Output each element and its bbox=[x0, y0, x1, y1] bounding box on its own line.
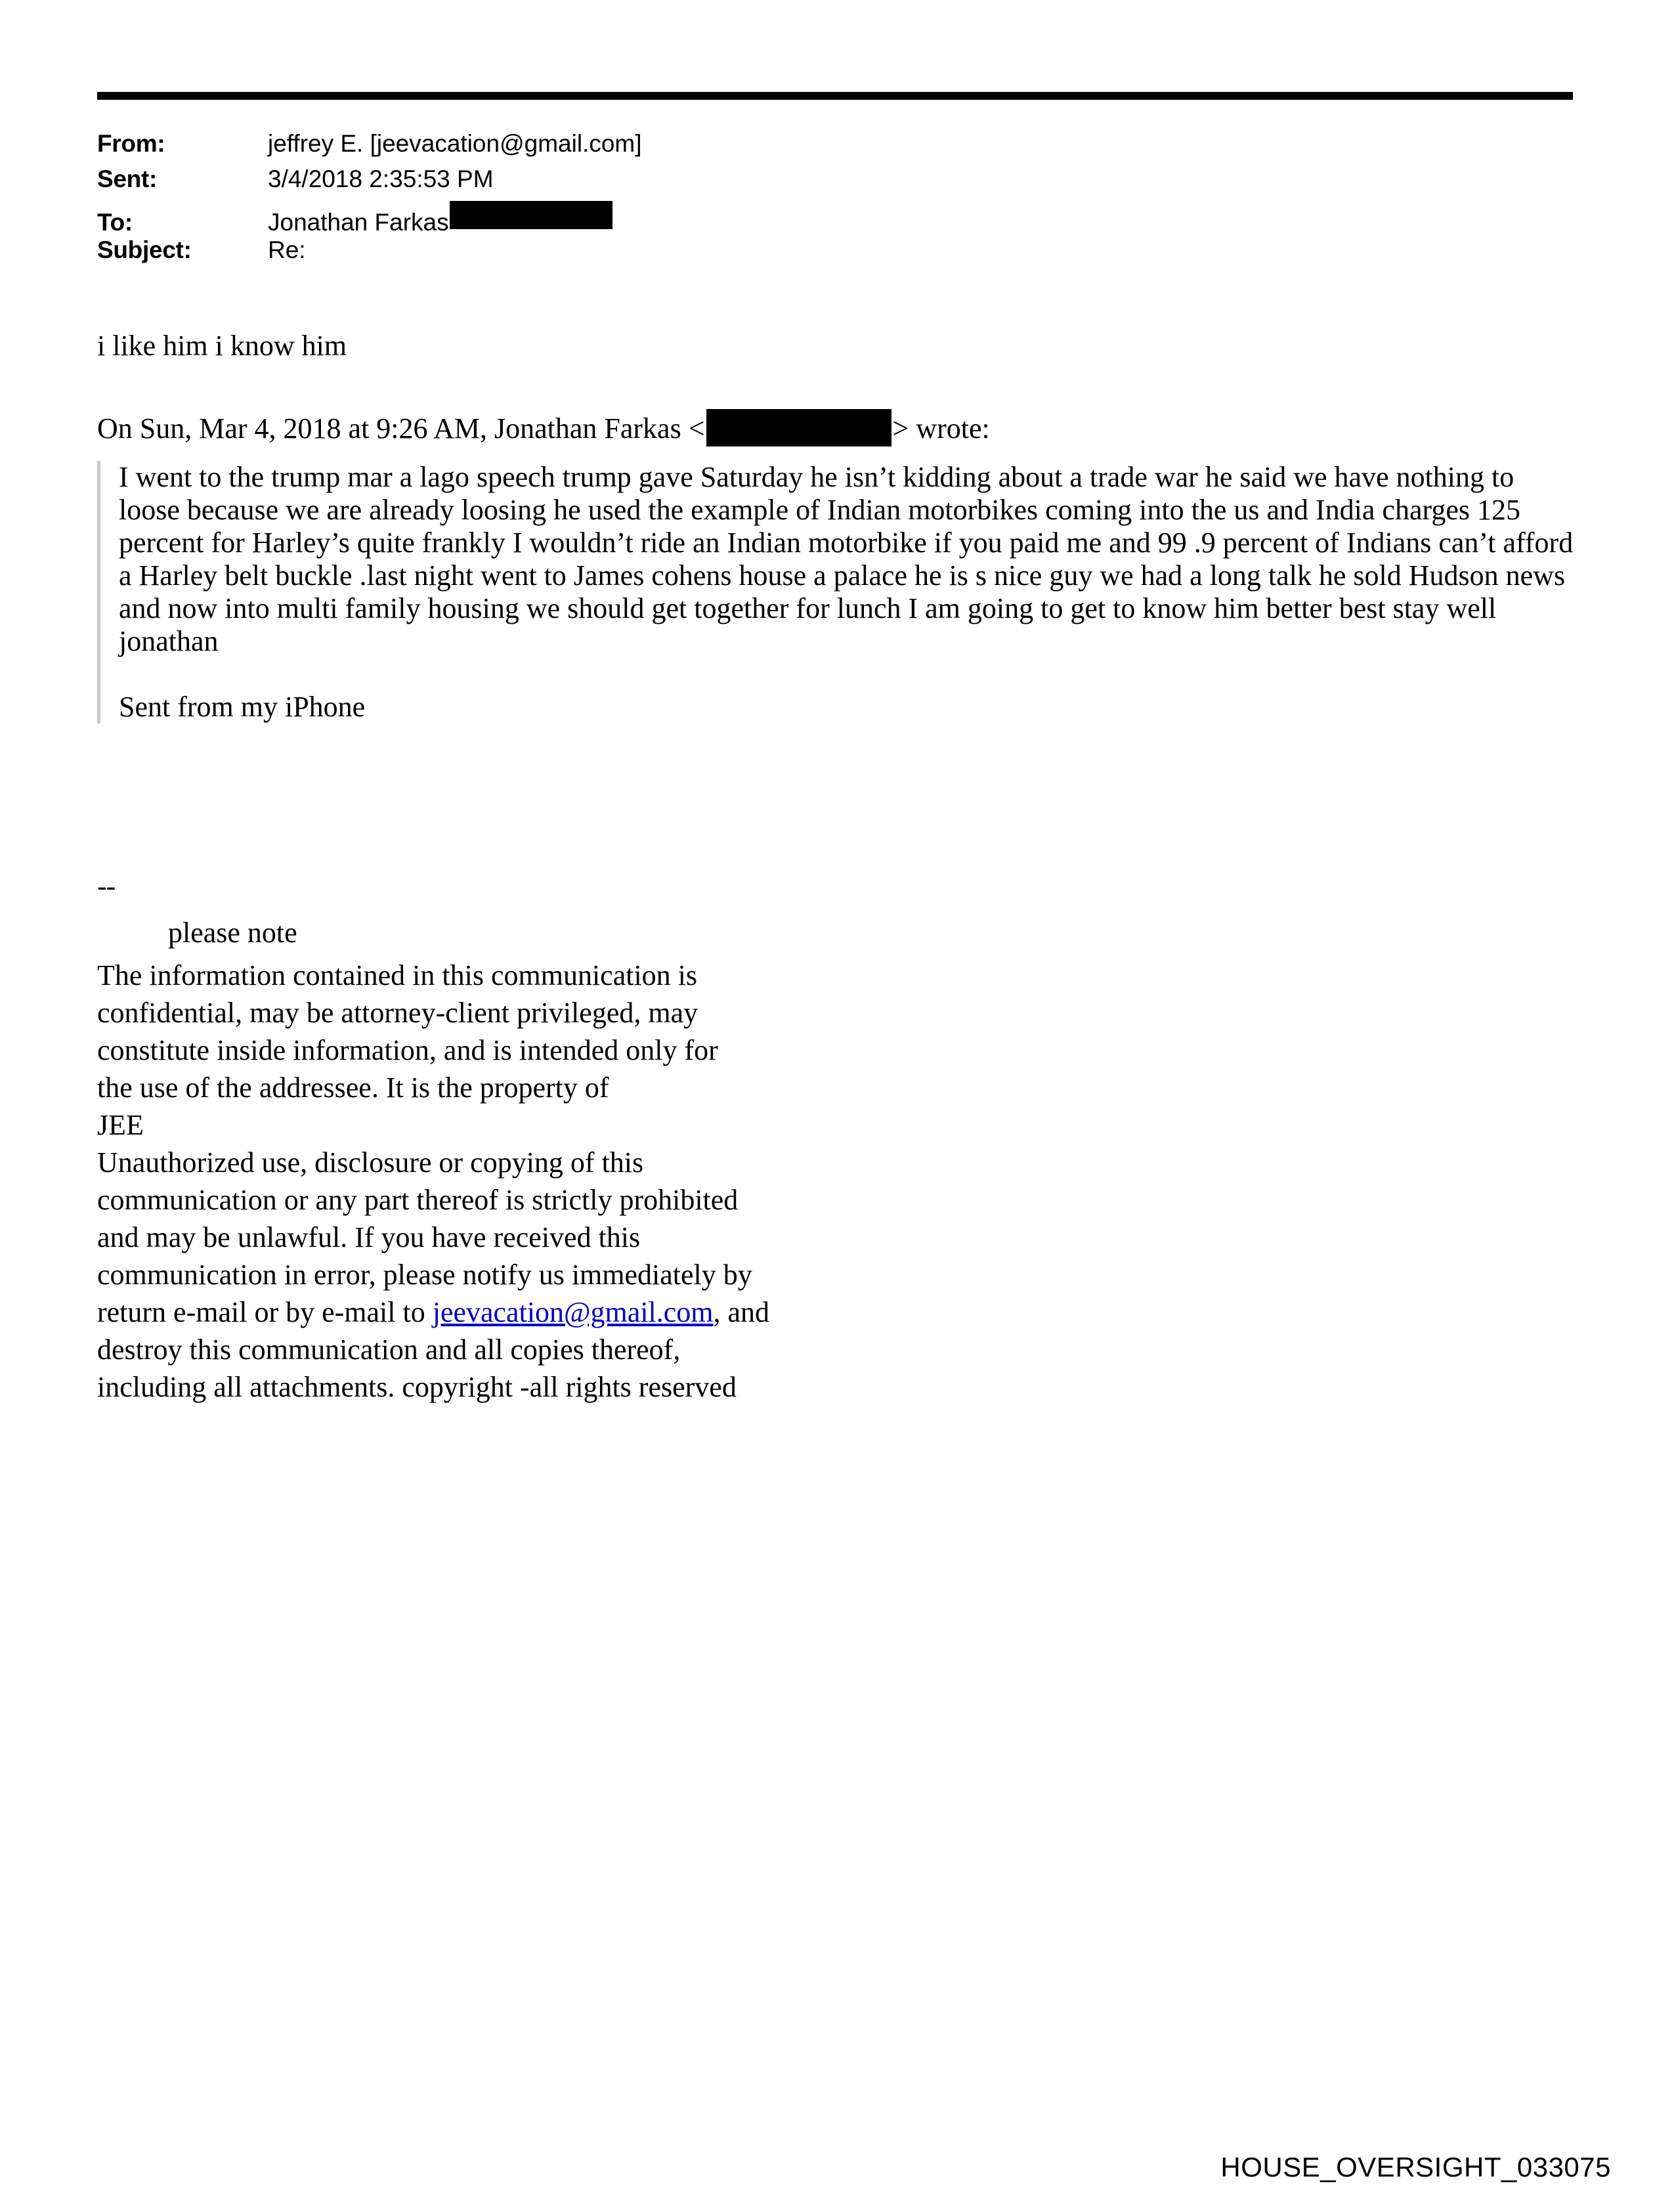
to-value: Jonathan Farkas bbox=[268, 209, 449, 236]
disclaimer-line: including all attachments. copyright -all rights reserved bbox=[97, 1371, 737, 1403]
quote-attribution bbox=[97, 409, 1587, 446]
header-row-from bbox=[97, 131, 1410, 167]
from-label: From: bbox=[97, 130, 165, 157]
confidentiality-disclaimer bbox=[97, 870, 1016, 1406]
quoted-signature: Sent from my iPhone bbox=[119, 691, 366, 723]
link-line-suffix: , and bbox=[713, 1296, 770, 1328]
disclaimer-line: and may be unlawful. If you have received this bbox=[97, 1221, 641, 1253]
sent-value: 3/4/2018 2:35:53 PM bbox=[268, 165, 494, 192]
link-line-prefix: return e-mail or by e-mail to bbox=[97, 1296, 433, 1328]
disclaimer-line: confidential, may be attorney-client privileged, may bbox=[97, 997, 698, 1029]
disclaimer-line: destroy this communication and all copies thereof, bbox=[97, 1334, 681, 1366]
disclaimer-lines bbox=[97, 957, 1016, 1406]
quoted-message bbox=[97, 461, 1587, 724]
subject-label: Subject: bbox=[97, 236, 192, 263]
to-label: To: bbox=[97, 209, 133, 236]
quote-attribution-prefix: On Sun, Mar 4, 2018 at 9:26 AM, Jonathan Farkas < bbox=[97, 412, 705, 445]
email-body bbox=[97, 332, 1587, 724]
header-row-subject bbox=[97, 238, 1410, 273]
disclaimer-line: JEE bbox=[97, 1109, 144, 1141]
quote-attribution-suffix: > wrote: bbox=[892, 412, 990, 445]
header-rule bbox=[97, 92, 1573, 100]
disclaimer-line: communication or any part thereof is strictly prohibited bbox=[97, 1184, 739, 1216]
disclaimer-heading: please note bbox=[168, 917, 297, 949]
disclaimer-line: The information contained in this communication is bbox=[97, 959, 698, 991]
sent-label: Sent: bbox=[97, 165, 158, 192]
redaction-bar-to bbox=[450, 201, 612, 229]
header-row-to bbox=[97, 202, 1410, 238]
subject-value: Re: bbox=[268, 236, 306, 263]
quoted-paragraph: I went to the trump mar a lago speech trump gave Saturday he isn’t kidding about a trade war he said we have nothing to loose because we are already loosing he used the example of Indian motorbikes coming into the us and India charges 125 percent for Harley’s quite frankly I wouldn’t ride an Indian motorbike if you paid me and 99 .9 percent of Indians can’t afford a Harley belt buckle .last night went to James cohens house a palace he is s nice guy we had a long talk he sold Hudson news and now into multi family housing we should get together for lunch I am going to get to know him better best stay well jonathan bbox=[119, 461, 1574, 657]
contact-email-link[interactable]: jeevacation@gmail.com bbox=[432, 1296, 714, 1328]
redaction-bar-sender-email bbox=[706, 409, 891, 446]
disclaimer-link-line bbox=[97, 1293, 1016, 1331]
signature-separator: -- bbox=[97, 870, 116, 902]
disclaimer-line: the use of the addressee. It is the property of bbox=[97, 1072, 609, 1104]
disclaimer-line: communication in error, please notify us immediately by bbox=[97, 1259, 752, 1291]
from-value: jeffrey E. [jeevacation@gmail.com] bbox=[268, 130, 642, 157]
reply-text: i like him i know him bbox=[97, 330, 347, 362]
header-row-sent bbox=[97, 167, 1410, 202]
email-header bbox=[97, 131, 1410, 273]
bates-number: HOUSE_OVERSIGHT_033075 bbox=[1220, 2152, 1611, 2182]
disclaimer-line: Unauthorized use, disclosure or copying of this bbox=[97, 1146, 644, 1179]
disclaimer-line: constitute inside information, and is intended only for bbox=[97, 1034, 718, 1066]
